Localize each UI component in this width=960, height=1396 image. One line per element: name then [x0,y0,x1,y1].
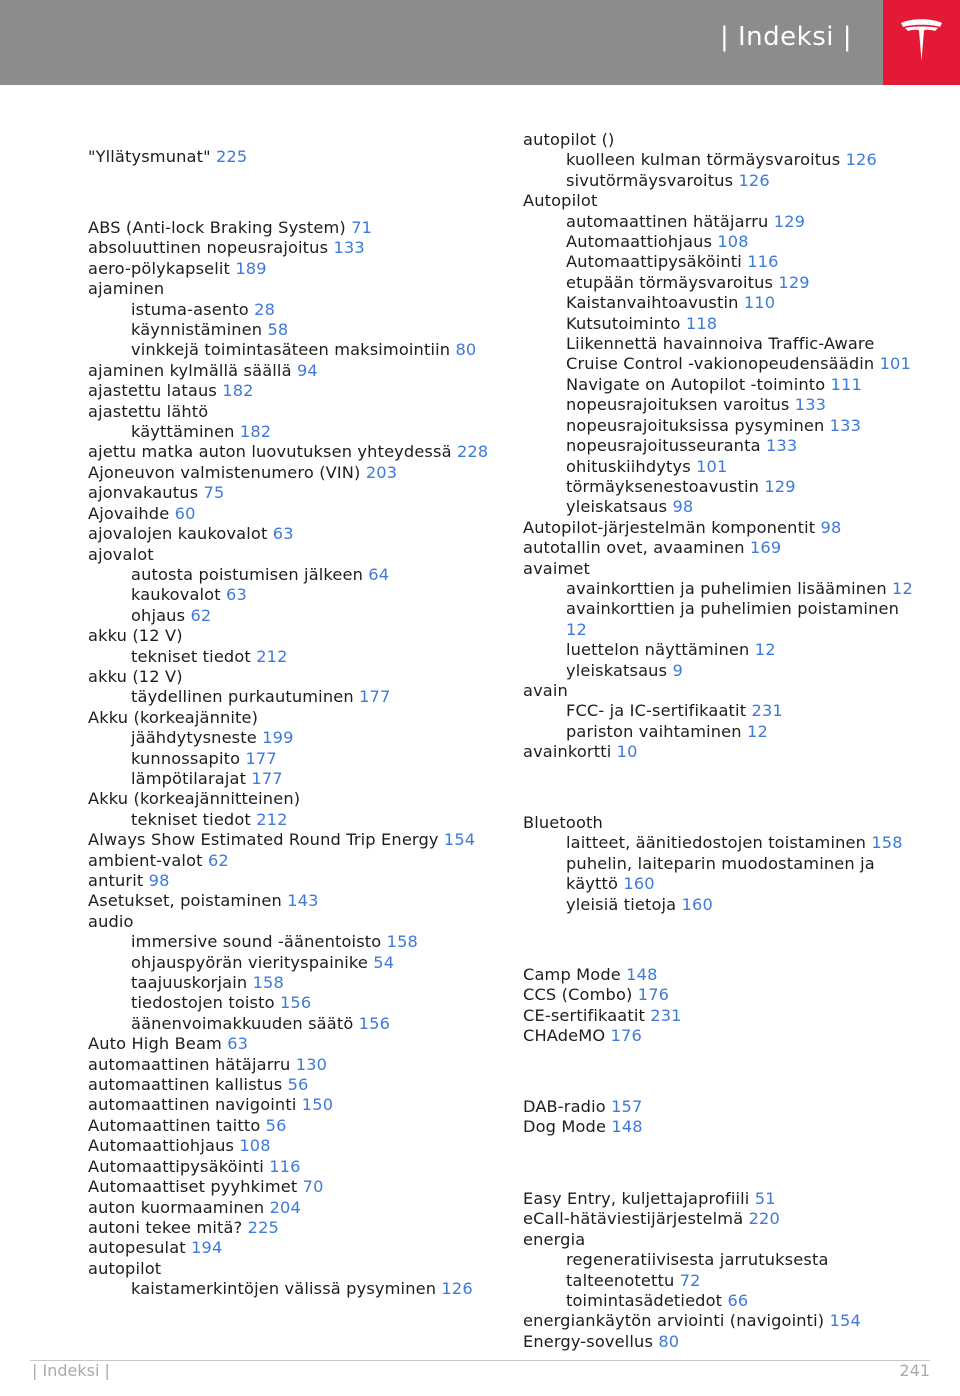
index-entry [523,1097,923,1117]
index-entry [88,1259,498,1279]
entry-term: nopeusrajoituksissa pysyminen [566,415,825,435]
page-reference-link[interactable]: 10 [616,742,638,762]
entry-term: Energy-sovellus [523,1331,654,1351]
index-subentry [88,422,498,442]
entry-term: Camp Mode [523,965,621,984]
index-subentry [523,477,923,497]
index-entry [88,238,498,258]
entry-term: nopeusrajoitusseuranta [566,436,761,456]
entry-term: ajovalot [88,544,154,564]
index-block [88,218,498,1300]
index-entry [88,402,498,422]
entry-term: Kutsutoiminto [566,313,681,333]
index-subentry [523,395,923,415]
index-subentry [88,300,498,320]
page-header [0,0,960,85]
entry-term: autopilot () [523,130,615,149]
entry-term: kunnossapito [131,748,241,768]
index-subentry [88,1014,498,1034]
entry-term: lämpötilarajat [131,768,247,788]
page-reference-link[interactable]: 169 [749,538,782,558]
index-entry [523,1026,923,1046]
index-entry [523,1311,923,1331]
page-reference-link[interactable]: 199 [262,728,294,748]
entry-term: pariston vaihtaminen [566,721,742,741]
index-subentry [523,375,923,395]
index-entry [88,1198,498,1218]
index-subentry [523,599,923,640]
page-reference-link[interactable]: 231 [751,701,783,721]
index-entry [523,985,923,1005]
index-subentry [523,722,923,742]
entry-term: automaattinen kallistus [88,1075,283,1095]
entry-term: autoni tekee mitä? [88,1217,243,1237]
entry-term: Automaattinen taitto [88,1115,261,1135]
index-entry [523,538,923,558]
page-reference-link[interactable]: 80 [658,1331,680,1351]
entry-term: ABS (Anti-lock Braking System) [88,218,346,237]
index-subentry [523,150,923,170]
page-reference-link[interactable]: 75 [203,483,225,503]
entry-term: regeneratiivisesta jarrutuksesta talteenotettu [566,1250,829,1290]
index-subentry [88,320,498,340]
index-subentry [88,606,498,626]
footer-divider [30,1360,930,1361]
page-title: | Indeksi | [719,22,852,52]
page-reference-link[interactable]: 160 [623,874,655,894]
page-reference-link[interactable]: 225 [216,147,248,166]
page-reference-link[interactable]: 56 [265,1115,287,1135]
page-reference-link[interactable]: 12 [566,619,587,639]
footer-section-label: | Indeksi | [32,1361,110,1380]
page-reference-link[interactable]: 118 [685,313,718,333]
entry-term: Easy Entry, kuljettajaprofiili [523,1189,750,1208]
entry-term: ohituskiihdytys [566,456,691,476]
page-reference-link[interactable]: 148 [626,965,658,984]
index-entry [523,1117,923,1137]
page-reference-link[interactable]: 158 [386,932,418,952]
page-reference-link[interactable]: 129 [778,272,810,292]
entry-term: ajastettu lähtö [88,401,209,421]
entry-term: kaistamerkintöjen välissä pysyminen [131,1279,437,1299]
entry-term: kuolleen kulman törmäysvaroitus [566,150,841,170]
page-reference-link[interactable]: 62 [190,605,212,625]
index-subentry [523,232,923,252]
page-reference-link[interactable]: 116 [747,252,779,272]
page-reference-link[interactable]: 56 [287,1075,309,1095]
page-reference-link[interactable]: 176 [610,1026,642,1046]
entry-term: Always Show Estimated Round Trip Energy [88,830,439,850]
page-reference-link[interactable]: 157 [611,1097,643,1116]
page-reference-link[interactable]: 204 [269,1197,301,1217]
entry-term: luettelon näyttäminen [566,640,750,660]
index-subentry [523,457,923,477]
page-reference-link[interactable]: 182 [222,381,254,401]
entry-term: Navigate on Autopilot -toiminto [566,374,826,394]
page-reference-link[interactable]: 62 [207,850,229,870]
page-reference-link[interactable]: 133 [829,415,862,435]
page-reference-link[interactable]: 148 [611,1117,643,1137]
entry-term: tekniset tiedot [131,809,251,829]
page-reference-link[interactable]: 182 [239,422,272,442]
entry-term: Kaistanvaihtoavustin [566,293,739,313]
index-entry [88,504,498,524]
index-entry [88,524,498,544]
page-reference-link[interactable]: 154 [443,830,476,850]
index-entry [523,1230,923,1250]
entry-term: absoluuttinen nopeusrajoitus [88,238,329,258]
page-reference-link[interactable]: 63 [227,1034,249,1054]
index-entry [88,259,498,279]
index-entry [523,1006,923,1026]
index-entry [523,191,923,211]
page-reference-link[interactable]: 116 [269,1156,301,1176]
entry-term: tekniset tiedot [131,646,251,666]
entry-term: Automaattipysäköinti [566,252,742,272]
page-reference-link[interactable]: 51 [754,1189,776,1208]
index-subentry [523,212,923,232]
index-entry [88,830,498,850]
index-entry [523,965,923,985]
entry-term: CE-sertifikaatit [523,1005,645,1025]
entry-term: kaukovalot [131,585,221,605]
page-reference-link[interactable]: 231 [650,1005,682,1025]
page-reference-link[interactable]: 98 [820,517,842,537]
entry-term: istuma-asento [131,299,249,319]
page-reference-link[interactable]: 133 [765,436,798,456]
page-reference-link[interactable]: 101 [696,456,728,476]
index-entry [88,279,498,299]
index-subentry [523,895,923,915]
page-reference-link[interactable]: 129 [764,476,796,496]
index-subentry [523,661,923,681]
index-subentry [88,565,498,585]
index-block [523,813,923,915]
index-entry [88,626,498,646]
page-reference-link[interactable]: 176 [637,985,670,1005]
entry-term: Ajovaihde [88,503,170,523]
page-reference-link[interactable]: 66 [727,1291,749,1311]
entry-term: Automaattipysäköinti [88,1156,264,1176]
index-subentry [523,293,923,313]
page-reference-link[interactable]: 12 [754,640,776,660]
index-block [523,130,923,763]
entry-term: jäähdytysneste [131,728,257,748]
entry-term: puhelin, laiteparin muodostaminen ja käyttö [566,853,875,894]
page-reference-link[interactable]: 177 [251,768,283,788]
page-reference-link[interactable]: 71 [351,218,373,237]
entry-term: etupään törmäysvaroitus [566,272,774,292]
index-subentry [88,953,498,973]
page-reference-link[interactable]: 156 [358,1013,391,1033]
index-subentry [88,687,498,707]
page-reference-link[interactable]: 156 [279,993,312,1013]
page-reference-link[interactable]: 12 [892,578,913,598]
entry-term: toimintasädetiedot [566,1291,723,1311]
index-entry [88,483,498,503]
page-reference-link[interactable]: 177 [245,748,277,768]
index-entry [523,1189,923,1209]
page-reference-link[interactable]: 60 [174,503,196,523]
index-entry [523,742,923,762]
entry-term: autosta poistumisen jälkeen [131,564,363,584]
entry-term: täydellinen purkautuminen [131,687,354,707]
entry-term: ajaminen kylmällä säällä [88,360,292,380]
entry-term: ohjaus [131,605,186,625]
page-reference-link[interactable]: 212 [256,809,288,829]
page-reference-link[interactable]: 228 [456,442,489,462]
page-reference-link[interactable]: 108 [239,1136,271,1156]
index-block [523,1189,923,1352]
index-entry [523,1332,923,1352]
page-reference-link[interactable]: 72 [679,1270,701,1290]
entry-term: automaattinen hätäjarru [566,211,769,231]
page-reference-link[interactable]: 54 [373,952,395,972]
entry-term: Asetukset, poistaminen [88,891,282,911]
page-reference-link[interactable]: 158 [252,973,284,993]
entry-term: Autopilot [523,191,598,211]
index-entry [88,1034,498,1054]
entry-term: energiankäytön arviointi (navigointi) [523,1311,825,1331]
entry-term: laitteet, äänitiedostojen toistaminen [566,833,867,853]
index-subentry [523,334,923,375]
entry-term: Bluetooth [523,813,603,832]
page-reference-link[interactable]: 154 [829,1311,861,1331]
index-entry [88,1136,498,1156]
entry-term: käyttäminen [131,422,235,442]
page-reference-link[interactable]: 130 [295,1054,328,1074]
brand-logo [883,0,960,85]
entry-term: avain [523,680,568,700]
entry-term: ajonvakautus [88,483,199,503]
footer-page-number: 241 [899,1361,930,1380]
entry-term: Automaattiohjaus [88,1136,235,1156]
entry-term: käynnistäminen [131,320,263,340]
index-entry [88,1177,498,1197]
entry-term: FCC- ja IC-sertifikaatit [566,701,747,721]
entry-term: ajettu matka auton luovutuksen yhteydessä [88,442,452,462]
index-entry [88,442,498,462]
index-entry [523,1209,923,1229]
entry-term: nopeusrajoituksen varoitus [566,395,790,415]
entry-term: yleiskatsaus [566,660,668,680]
page-reference-link[interactable]: 194 [191,1238,223,1258]
entry-term: audio [88,911,134,931]
index-entry [88,708,498,728]
entry-term: Liikennettä havainnoiva Traffic-Aware Cruise Control -vakionopeudensäädin [566,334,875,374]
entry-term: Automaattiohjaus [566,232,713,252]
entry-term: automaattinen navigointi [88,1095,297,1115]
entry-term: Autopilot-järjestelmän komponentit [523,517,816,537]
index-subentry [523,1250,923,1291]
page-reference-link[interactable]: 126 [845,150,877,170]
entry-term: Akku (korkeajännite) [88,707,259,727]
index-entry [88,381,498,401]
index-subentry [88,932,498,952]
index-entry [88,463,498,483]
entry-term: ajastettu lataus [88,381,217,401]
page-reference-link[interactable]: 70 [302,1177,324,1197]
page-reference-link[interactable]: 98 [672,497,694,517]
index-subentry [523,640,923,660]
entry-term: avainkorttien ja puhelimien poistaminen [566,599,899,619]
index-block [523,965,923,1047]
index-entry [88,1157,498,1177]
entry-term: tiedostojen toisto [131,993,275,1013]
page-reference-link[interactable]: 158 [871,833,903,853]
page-reference-link[interactable]: 110 [743,293,776,313]
index-subentry [523,436,923,456]
page-reference-link[interactable]: 133 [333,238,365,258]
entry-term: taajuuskorjain [131,973,248,993]
page-reference-link[interactable]: 129 [773,211,806,231]
page-reference-link[interactable]: 63 [226,585,247,605]
tesla-logo-icon [899,17,944,67]
entry-term: ajaminen [88,279,165,299]
entry-term: yleisiä tietoja [566,894,677,914]
index-subentry [523,833,923,853]
index-subentry [523,854,923,895]
index-entry [88,1238,498,1258]
index-entry [88,1075,498,1095]
index-entry [523,130,923,150]
page-reference-link[interactable]: 108 [717,232,749,252]
entry-term: energia [523,1229,586,1249]
index-entry [88,1116,498,1136]
index-subentry [523,252,923,272]
page-reference-link[interactable]: 58 [267,320,289,340]
index-block [523,1097,923,1138]
page-reference-link[interactable]: 203 [365,462,398,482]
page-reference-link[interactable]: 101 [879,354,911,374]
page-reference-link[interactable]: 111 [830,374,862,394]
index-subentry [88,769,498,789]
index-entry [88,1095,498,1115]
index-subentry [88,728,498,748]
index-subentry [88,1279,498,1299]
page-reference-link[interactable]: 212 [256,646,288,666]
entry-term: eCall-hätäviestijärjestelmä [523,1209,744,1229]
page-reference-link[interactable]: 143 [287,891,319,911]
index-subentry [88,585,498,605]
page-reference-link[interactable]: 225 [247,1217,279,1237]
entry-term: anturit [88,871,144,890]
page-reference-link[interactable]: 63 [272,524,294,544]
page-reference-link[interactable]: 64 [368,564,390,584]
index-subentry [88,993,498,1013]
entry-term: ohjauspyörän vierityspainike [131,952,368,972]
entry-term: vinkkejä toimintasäteen maksimointiin [131,340,451,360]
entry-term: avainkortti [523,742,612,762]
entry-term: ajovalojen kaukovalot [88,524,268,544]
index-subentry [523,497,923,517]
index-entry [88,891,498,911]
entry-term: autopilot [88,1258,162,1278]
page-reference-link[interactable]: 126 [441,1279,473,1299]
entry-term: törmäyksenestoavustin [566,476,760,496]
entry-term: yleiskatsaus [566,497,668,517]
page-reference-link[interactable]: 9 [672,660,683,680]
entry-term: avainkorttien ja puhelimien lisääminen [566,578,887,598]
page-reference-link[interactable]: 126 [738,170,770,190]
index-entry [88,361,498,381]
entry-term: Ajoneuvon valmistenumero (VIN) [88,462,361,482]
entry-term: auton kuormaaminen [88,1197,265,1217]
entry-term: autopesulat [88,1238,186,1258]
entry-term: akku (12 V) [88,666,183,686]
index-entry [88,789,498,809]
index-subentry [523,701,923,721]
entry-term: avaimet [523,558,591,578]
index-subentry [88,973,498,993]
index-entry [88,912,498,932]
index-subentry [88,340,498,360]
index-entry [88,851,498,871]
index-subentry [523,171,923,191]
index-entry [523,518,923,538]
index-subentry [88,810,498,830]
index-entry [88,1218,498,1238]
index-subentry [523,579,923,599]
page-reference-link[interactable]: 12 [747,721,768,741]
entry-term: akku (12 V) [88,626,183,646]
index-entry [88,545,498,565]
entry-term: Auto High Beam [88,1034,222,1054]
entry-term: ambient-valot [88,850,203,870]
index-subentry [88,647,498,667]
entry-term: aero-pölykapselit [88,258,231,278]
index-subentry [523,1291,923,1311]
page-reference-link[interactable]: 94 [296,360,318,380]
entry-term: Dog Mode [523,1117,607,1137]
page-reference-link[interactable]: 177 [359,687,391,707]
page-reference-link[interactable]: 160 [681,894,713,914]
index-block [88,147,498,167]
page-reference-link[interactable]: 133 [794,395,827,415]
entry-term: Akku (korkeajännitteinen) [88,789,301,809]
index-entry [523,681,923,701]
entry-term: CHAdeMO [523,1026,606,1046]
page-reference-link[interactable]: 220 [748,1209,780,1229]
entry-term: Automaattiset pyyhkimet [88,1177,298,1197]
entry-term: äänenvoimakkuuden säätö [131,1013,354,1033]
entry-term: CCS (Combo) [523,985,633,1005]
index-entry [523,813,923,833]
index-subentry [523,416,923,436]
entry-term: "Yllätysmunat" [88,147,211,166]
entry-term: immersive sound -äänentoisto [131,932,382,952]
index-subentry [523,273,923,293]
page-reference-link[interactable]: 80 [455,340,477,360]
index-entry [88,667,498,687]
entry-term: autotallin ovet, avaaminen [523,538,745,558]
entry-term: DAB-radio [523,1097,606,1116]
entry-term: sivutörmäysvaroitus [566,170,734,190]
index-entry [88,1055,498,1075]
index-subentry [523,314,923,334]
index-entry [88,147,498,167]
index-entry [523,559,923,579]
page-reference-link[interactable]: 189 [235,258,267,278]
index-subentry [88,749,498,769]
entry-term: automaattinen hätäjarru [88,1054,291,1074]
page-reference-link[interactable]: 98 [148,871,170,890]
page-reference-link[interactable]: 150 [301,1095,334,1115]
index-entry [88,218,498,238]
page-reference-link[interactable]: 28 [254,299,276,319]
index-entry [88,871,498,891]
